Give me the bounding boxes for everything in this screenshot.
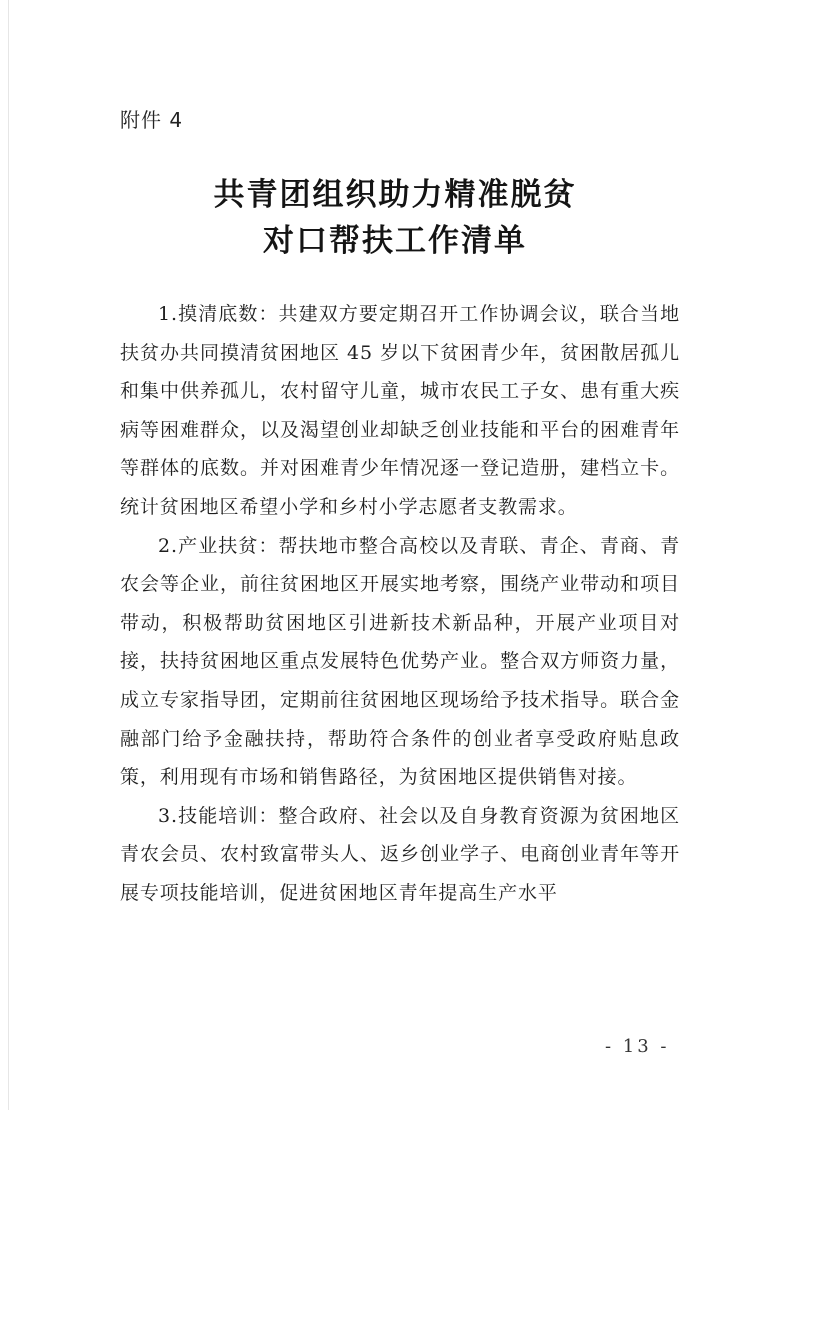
- title-line-2: 对口帮扶工作清单: [263, 223, 527, 259]
- document-title: [0, 172, 790, 264]
- paragraph-industry: 2.产业扶贫：帮扶地市整合高校以及青联、青企、青商、青农会等企业，前往贫困地区开展实地考察，围绕产业带动和项目带动，积极帮助贫困地区引进新技术新品种，开展产业项目对接，扶持贫困地区重点发展特色优势产业。整合双方师资力量，成立专家指导团，定期前往贫困地区现场给予技术指导。联合金融部门给予金融扶持，帮助符合条件的创业者享受政府贴息政策，利用现有市场和销售路径，为贫困地区提供销售对接。: [120, 534, 680, 789]
- title-line-1: 共青团组织助力精准脱贫: [213, 177, 577, 213]
- attachment-label: 附件 4: [120, 108, 184, 132]
- paragraph-training: 3.技能培训：整合政府、社会以及自身教育资源为贫困地区青农会员、农村致富带头人、返乡创业学子、电商创业青年等开展专项技能培训，促进贫困地区青年提高生产水平: [120, 804, 680, 904]
- page-number: - 13 -: [605, 1036, 670, 1057]
- paragraph-survey: 1.摸清底数：共建双方要定期召开工作协调会议，联合当地扶贫办共同摸清贫困地区 45 岁以下贫困青少年，贫困散居孤儿和集中供养孤儿，农村留守儿童，城市农民工子女、患有重大疾病等困难群众，以及渴望创业却缺乏创业技能和平台的困难青年等群体的底数。并对困难青少年情况逐一登记造册，建档立卡。统计贫困地区希望小学和乡村小学志愿者支教需求。: [120, 303, 680, 518]
- body-text: [120, 295, 680, 913]
- scan-edge-line: [8, 0, 9, 1110]
